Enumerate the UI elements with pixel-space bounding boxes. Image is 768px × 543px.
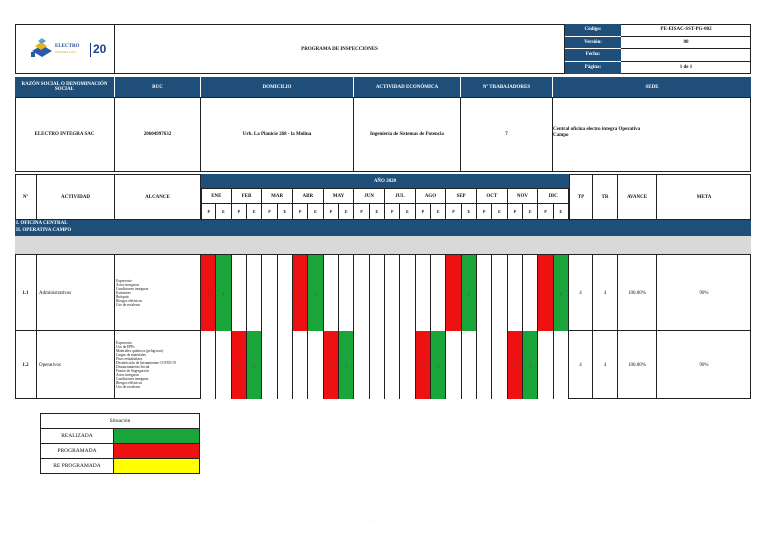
meta-table	[565, 24, 751, 74]
schedule-cell	[400, 255, 415, 331]
month-feb: FEB	[232, 188, 263, 204]
scope-item: Materiales químicos (peligrosos)	[116, 349, 164, 353]
exec-col-oct: E	[492, 204, 507, 220]
legend-label-realizada: REALIZADA	[41, 429, 114, 444]
row-activity: Operativos	[37, 331, 115, 399]
schedule-cell	[446, 331, 461, 399]
planned-cell: 1	[201, 255, 216, 331]
month-may: MAY	[324, 188, 355, 204]
month-mar: MAR	[262, 188, 293, 204]
exec-col-sep: E	[462, 204, 477, 220]
schedule-cell	[538, 331, 553, 399]
scope-item: Condiciones inseguras	[116, 287, 149, 291]
exec-col-ago: E	[431, 204, 446, 220]
schedule-cell	[247, 255, 262, 331]
company-value-trabajadores: 7	[461, 97, 553, 172]
plan-col-nov: P	[508, 204, 523, 220]
company-header-sede: SEDE	[553, 77, 751, 97]
scope-item: Uso de escaleras	[116, 385, 140, 389]
plan-col-oct: P	[477, 204, 492, 220]
schedule-header-tr: TR	[593, 174, 618, 220]
plan-col-mar: P	[262, 204, 277, 220]
meta-value-code: PE-EISAC-SST-PG-002	[621, 24, 751, 37]
exec-col-mar: E	[278, 204, 293, 220]
row-scope	[115, 255, 201, 331]
month-jul: JUL	[385, 188, 416, 204]
legend-title: Situación	[41, 414, 199, 429]
spacer-row	[15, 236, 751, 255]
month-oct: OCT	[477, 188, 508, 204]
logo-cell	[15, 24, 115, 74]
logo-anniversary: 20	[93, 42, 107, 56]
schedule-cell	[308, 331, 323, 399]
scope-item: Botiquín	[116, 295, 129, 299]
schedule-cell	[370, 255, 385, 331]
company-header-trabajadores: Nº TRABAJADORES	[461, 77, 553, 97]
plan-col-sep: P	[446, 204, 461, 220]
exec-col-ene: E	[216, 204, 231, 220]
planned-cell: 1	[232, 331, 247, 399]
scope-item: Expresorio	[116, 279, 132, 283]
schedule-header-tp: TP	[569, 174, 593, 220]
executed-cell: 1	[431, 331, 446, 399]
schedule-cell	[278, 331, 293, 399]
row-meta: 90%	[699, 290, 709, 296]
schedule-cell	[400, 331, 415, 399]
planned-cell: 1	[538, 255, 553, 331]
exec-col-dic: E	[554, 204, 569, 220]
row-meta: 90%	[699, 362, 709, 368]
schedule-cell	[416, 255, 431, 331]
company-header-actividad: ACTIVIDAD ECONÓMICA	[354, 77, 461, 97]
legend-swatch-realizada	[114, 429, 199, 444]
executed-cell: 1	[216, 255, 231, 331]
planned-cell: 1	[508, 331, 523, 399]
months-row	[201, 188, 569, 204]
section-line-1: I. OFICINA CENTRAL	[16, 221, 68, 226]
company-logo	[29, 37, 55, 61]
scope-item: Riesgos eléctricos	[116, 299, 143, 303]
executed-cell: 1	[462, 255, 477, 331]
executed-cell: 1	[554, 255, 569, 331]
scope-item: Cargas de materiales	[116, 353, 146, 357]
scope-item: Actos inseguros	[116, 283, 140, 287]
scope-item: Puntos de Segregación	[116, 369, 149, 373]
schedule-cell	[262, 255, 277, 331]
planned-cell: 1	[446, 255, 461, 331]
schedule-cell	[370, 331, 385, 399]
plan-col-feb: P	[232, 204, 247, 220]
row-tr: 4	[593, 255, 618, 331]
footer-mark: · · · ·	[370, 519, 379, 524]
schedule-cell	[477, 255, 492, 331]
row-number: 1.1	[15, 255, 37, 331]
schedule-cell	[324, 255, 339, 331]
meta-label-code: Código:	[565, 24, 621, 37]
planned-cell: 1	[324, 331, 339, 399]
schedule-cell	[354, 255, 369, 331]
legend	[40, 413, 200, 474]
company-header-ruc: RUC	[115, 77, 201, 97]
row-tp: 4	[569, 255, 593, 331]
scope-item: Extintores	[116, 291, 131, 295]
logo-text: ELECTRO	[55, 44, 80, 49]
row-avance: 100.00%	[618, 331, 657, 399]
plan-col-jul: P	[385, 204, 400, 220]
schedule-header-avance: AVANCE	[618, 174, 657, 220]
row-avance: 100.00%	[618, 255, 657, 331]
schedule-cell	[385, 331, 400, 399]
plan-exec-row	[201, 204, 569, 220]
row-number: 1.2	[15, 331, 37, 399]
company-value-sede: Central oficina electro integra Operativa Campo	[553, 127, 641, 138]
schedule-cell	[232, 255, 247, 331]
schedule-cell	[477, 331, 492, 399]
legend-swatch-programada	[114, 444, 199, 459]
scope-item: Condiciones inseguras	[116, 377, 149, 381]
company-value-ruc: 20604997632	[115, 97, 201, 172]
legend-label-programada: PROGRAMADA	[41, 444, 114, 459]
year-label: AÑO 2020	[201, 174, 569, 188]
exec-col-jul: E	[400, 204, 415, 220]
month-dic: DIC	[538, 188, 569, 204]
planned-cell: 1	[293, 255, 308, 331]
schedule-cell	[492, 255, 507, 331]
month-ene: ENE	[201, 188, 232, 204]
logo-divider	[90, 43, 91, 57]
company-value-domicilio: Urb. La Planicie 268 - la Molina	[201, 97, 354, 172]
scope-item: Expresorio	[116, 341, 132, 345]
exec-col-nov: E	[523, 204, 538, 220]
plan-col-abr: P	[293, 204, 308, 220]
plan-col-ene: P	[201, 204, 216, 220]
planned-cell: 1	[416, 331, 431, 399]
meta-value-page: 1 de 1	[679, 65, 693, 71]
month-sep: SEP	[446, 188, 477, 204]
exec-col-feb: E	[247, 204, 262, 220]
company-header-domicilio: DOMICILIO	[201, 77, 354, 97]
scope-item: Distanciamiento Social	[116, 365, 150, 369]
schedule-cell	[508, 255, 523, 331]
schedule-cell	[293, 331, 308, 399]
schedule-cell	[523, 255, 538, 331]
plan-col-ago: P	[416, 204, 431, 220]
schedule-cell	[216, 331, 231, 399]
schedule-cell	[554, 331, 569, 399]
meta-label-version: Versión:	[565, 37, 621, 50]
scope-item: Pisos resbaladizos	[116, 357, 143, 361]
month-nov: NOV	[508, 188, 539, 204]
meta-value-version: 00	[621, 37, 751, 50]
month-ago: AGO	[416, 188, 447, 204]
executed-cell: 1	[247, 331, 262, 399]
section-band	[15, 220, 751, 236]
scope-item: Uso de EPPs	[116, 345, 135, 349]
schedule-cell	[262, 331, 277, 399]
legend-swatch-reprogramada	[114, 459, 199, 473]
schedule-header-num: Nº	[15, 174, 37, 220]
row-scope	[115, 331, 201, 399]
schedule-header-meta: META	[696, 194, 712, 200]
company-value-actividad: Ingeniería de Sistemas de Potencia	[354, 97, 461, 172]
scope-item: Riesgos eléctricos	[116, 381, 143, 385]
schedule-cell	[431, 255, 446, 331]
logo-subtext: INTEGRA S.A.C.	[55, 50, 77, 54]
executed-cell: 1	[308, 255, 323, 331]
schedule-cell	[339, 255, 354, 331]
plan-col-may: P	[324, 204, 339, 220]
legend-label-reprogramada: RE PROGRAMADA	[41, 459, 114, 473]
scope-item: Uso de escaleras	[116, 303, 140, 307]
schedule-header-alcance: ALCANCE	[115, 174, 201, 220]
month-abr: ABR	[293, 188, 324, 204]
executed-cell: 1	[523, 331, 538, 399]
row-tr: 4	[593, 331, 618, 399]
exec-col-abr: E	[308, 204, 323, 220]
scope-item: Desinfección de herramientas COVID-19	[116, 361, 176, 365]
schedule-cell	[462, 331, 477, 399]
row-activity: Administrativos	[37, 255, 115, 331]
document-title: PROGRAMA DE INSPECCIONES	[115, 24, 565, 74]
executed-cell: 1	[339, 331, 354, 399]
section-line-2: II. OPERATIVA CAMPO	[16, 228, 72, 233]
plan-col-jun: P	[354, 204, 369, 220]
meta-label-date: Fecha:	[565, 49, 621, 62]
company-value-razon: ELECTRO INTEGRA SAC	[15, 97, 115, 172]
schedule-cell	[354, 331, 369, 399]
schedule-cell	[385, 255, 400, 331]
schedule-cell	[278, 255, 293, 331]
exec-col-jun: E	[370, 204, 385, 220]
company-header-razon: RAZÓN SOCIAL O DENOMINACIÓN SOCIAL	[15, 77, 115, 97]
meta-value-date	[621, 49, 751, 62]
exec-col-may: E	[339, 204, 354, 220]
plan-col-dic: P	[538, 204, 553, 220]
schedule-cell	[201, 331, 216, 399]
schedule-cell	[492, 331, 507, 399]
month-jun: JUN	[354, 188, 385, 204]
meta-label-page: Página:	[565, 62, 621, 75]
scope-item: Actos inseguros	[116, 373, 140, 377]
schedule-header-actividad: ACTIVIDAD	[37, 174, 115, 220]
row-tp: 4	[569, 331, 593, 399]
